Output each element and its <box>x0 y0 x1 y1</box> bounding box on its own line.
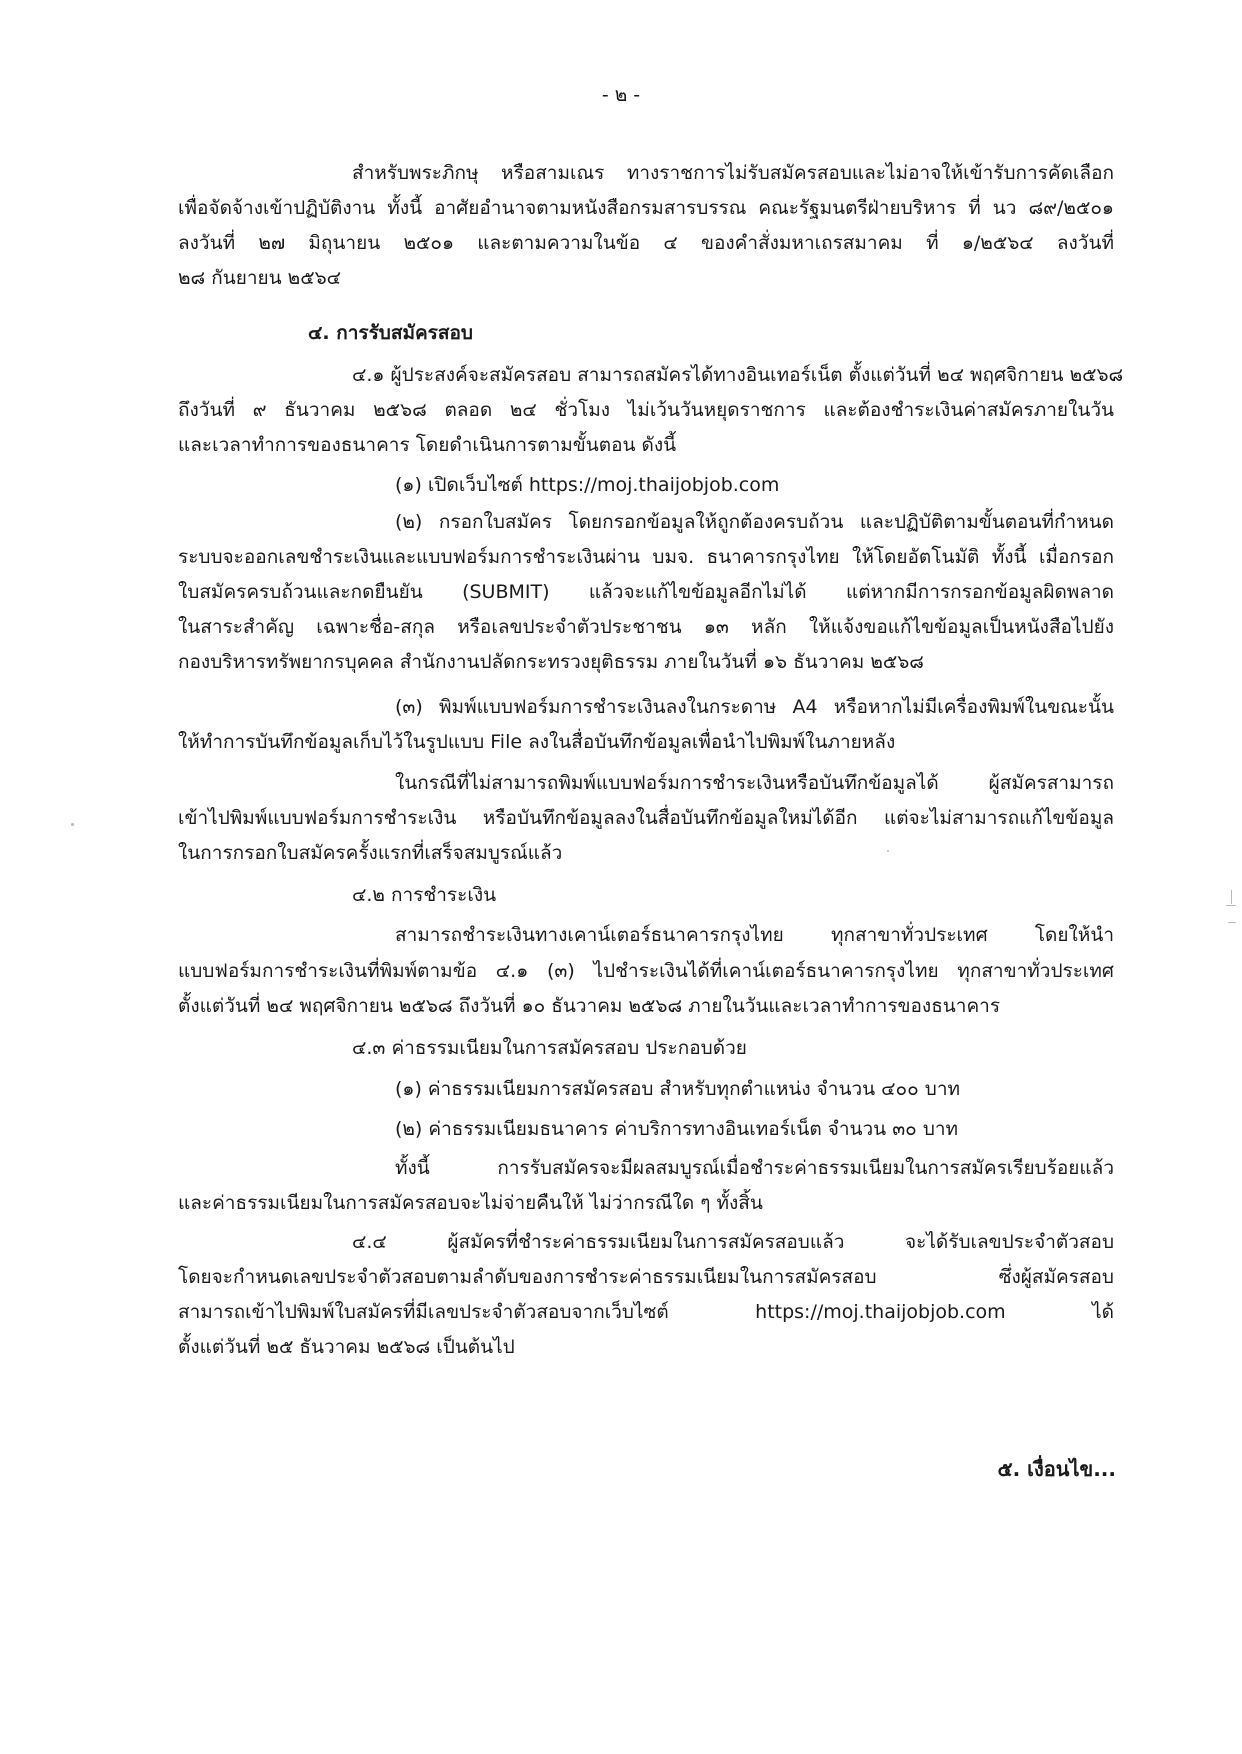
s41-step-2-line-3: ใบสมัครครบถ้วนและกดยืนยัน (SUBMIT) แล้วจะแก้ไขข้อมูลอีกไม่ได้ แต่หากมีการกรอกข้อมูลผิดพลาด <box>178 581 1114 603</box>
s43-note-line-2: และค่าธรรมเนียมในการสมัครสอบจะไม่จ่ายคืนให้ ไม่ว่ากรณีใด ๆ ทั้งสิ้น <box>178 1192 763 1214</box>
s44-line-4: ตั้งแต่วันที่ ๒๕ ธันวาคม ๒๕๖๘ เป็นต้นไป <box>178 1336 515 1358</box>
s42-line-3: ตั้งแต่วันที่ ๒๔ พฤศจิกายน ๒๕๖๘ ถึงวันที่ ๑๐ ธันวาคม ๒๕๖๘ ภายในวันและเวลาทำการของธนาคาร <box>178 995 1001 1017</box>
intro-line-3: ลงวันที่ ๒๗ มิถุนายน ๒๕๐๑ และตามความในข้อ ๔ ของคำสั่งมหาเถรสมาคม ที่ ๑/๒๕๖๔ ลงวันที่ <box>178 232 1114 254</box>
s41-step-2-line-2: ระบบจะออกเลขชำระเงินและแบบฟอร์มการชำระเงินผ่าน บมจ. ธนาคารกรุงไทย ให้โดยอัตโนมัติ ทั้งนี้ เมื่อกรอก <box>178 546 1114 568</box>
scan-mark-right-1 <box>1226 905 1236 906</box>
page-number: - ๒ - <box>601 84 641 106</box>
scan-dot-mid <box>887 850 889 852</box>
scan-mark-right-2 <box>1228 922 1236 923</box>
s43-heading: ๔.๓ ค่าธรรมเนียมในการสมัครสอบ ประกอบด้วย <box>352 1037 747 1059</box>
section-4-heading: ๔. การรับสมัครสอบ <box>308 322 473 344</box>
intro-line-2: เพื่อจัดจ้างเข้าปฏิบัติงาน ทั้งนี้ อาศัยอำนาจตามหนังสือกรมสารบรรณ คณะรัฐมนตรีฝ่ายบริหาร ที่ นว ๘๙/๒๕๐๑ <box>178 197 1114 219</box>
s41-step-2-line-4: ในสาระสำคัญ เฉพาะชื่อ-สกุล หรือเลขประจำตัวประชาชน ๑๓ หลัก ให้แจ้งขอแก้ไขข้อมูลเป็นหนังสือไปยัง <box>178 616 1114 638</box>
s41-line-2: ถึงวันที่ ๙ ธันวาคม ๒๕๖๘ ตลอด ๒๔ ชั่วโมง ไม่เว้นวันหยุดราชการ และต้องชำระเงินค่าสมัครภายในวัน <box>178 399 1114 421</box>
s41-step-2-line-1: (๒) กรอกใบสมัคร โดยกรอกข้อมูลให้ถูกต้องครบถ้วน และปฏิบัติตามขั้นตอนที่กำหนด <box>395 511 1114 533</box>
s44-line-3: สามารถเข้าไปพิมพ์ใบสมัครที่มีเลขประจำตัวสอบจากเว็บไซต์ https://moj.thaijobjob.com ได้ <box>178 1301 1114 1323</box>
s41-case-line-2: เข้าไปพิมพ์แบบฟอร์มการชำระเงิน หรือบันทึกข้อมูลลงในสื่อบันทึกข้อมูลใหม่ได้อีก แต่จะไม่สามารถแก้ไขข้อมูล <box>178 807 1114 829</box>
s41-step-3-line-1: (๓) พิมพ์แบบฟอร์มการชำระเงินลงในกระดาษ A4 หรือหากไม่มีเครื่องพิมพ์ในขณะนั้น <box>395 696 1114 718</box>
s41-step-1: (๑) เปิดเว็บไซต์ https://moj.thaijobjob.com <box>395 474 780 496</box>
s43-fee-2: (๒) ค่าธรรมเนียมธนาคาร ค่าบริการทางอินเทอร์เน็ต จำนวน ๓๐ บาท <box>395 1118 959 1140</box>
s42-heading: ๔.๒ การชำระเงิน <box>352 884 497 906</box>
s41-line-3: และเวลาทำการของธนาคาร โดยดำเนินการตามขั้นตอน ดังนี้ <box>178 434 677 456</box>
s43-note-line-1: ทั้งนี้ การรับสมัครจะมีผลสมบูรณ์เมื่อชำระค่าธรรมเนียมในการสมัครเรียบร้อยแล้ว <box>395 1157 1114 1179</box>
s43-fee-1: (๑) ค่าธรรมเนียมการสมัครสอบ สำหรับทุกตำแหน่ง จำนวน ๔๐๐ บาท <box>395 1078 961 1100</box>
scan-dot-left <box>71 823 74 826</box>
intro-line-4: ๒๘ กันยายน ๒๕๖๔ <box>178 267 342 289</box>
s41-case-line-1: ในกรณีที่ไม่สามารถพิมพ์แบบฟอร์มการชำระเงินหรือบันทึกข้อมูลได้ ผู้สมัครสามารถ <box>395 772 1114 794</box>
s42-line-2: แบบฟอร์มการชำระเงินที่พิมพ์ตามข้อ ๔.๑ (๓) ไปชำระเงินได้ที่เคาน์เตอร์ธนาคารกรุงไทย ทุกสาขาทั่วประเทศ <box>178 960 1114 982</box>
scan-mark-right-3 <box>1231 890 1232 904</box>
s41-case-line-3: ในการกรอกใบสมัครครั้งแรกที่เสร็จสมบูรณ์แล้ว <box>178 842 563 864</box>
s41-step-3-line-2: ให้ทำการบันทึกข้อมูลเก็บไว้ในรูปแบบ File ลงในสื่อบันทึกข้อมูลเพื่อนำไปพิมพ์ในภายหลัง <box>178 731 896 753</box>
next-page-hint: ๕. เงื่อนไข... <box>997 1457 1116 1481</box>
s44-line-1: ๔.๔ ผู้สมัครที่ชำระค่าธรรมเนียมในการสมัครสอบแล้ว จะได้รับเลขประจำตัวสอบ <box>352 1231 1114 1253</box>
s44-line-2: โดยจะกำหนดเลขประจำตัวสอบตามลำดับของการชำระค่าธรรมเนียมในการสมัครสอบ ซึ่งผู้สมัครสอบ <box>178 1266 1114 1288</box>
s42-line-1: สามารถชำระเงินทางเคาน์เตอร์ธนาคารกรุงไทย ทุกสาขาทั่วประเทศ โดยให้นำ <box>395 924 1114 946</box>
intro-line-1: สำหรับพระภิกษุ หรือสามเณร ทางราชการไม่รับสมัครสอบและไม่อาจให้เข้ารับการคัดเลือก <box>352 162 1114 184</box>
s41-line-1: ๔.๑ ผู้ประสงค์จะสมัครสอบ สามารถสมัครได้ทางอินเทอร์เน็ต ตั้งแต่วันที่ ๒๔ พฤศจิกายน ๒๕๖๘ <box>352 364 1124 386</box>
s41-step-2-line-5: กองบริหารทรัพยากรบุคคล สำนักงานปลัดกระทรวงยุติธรรม ภายในวันที่ ๑๖ ธันวาคม ๒๕๖๘ <box>178 651 924 673</box>
